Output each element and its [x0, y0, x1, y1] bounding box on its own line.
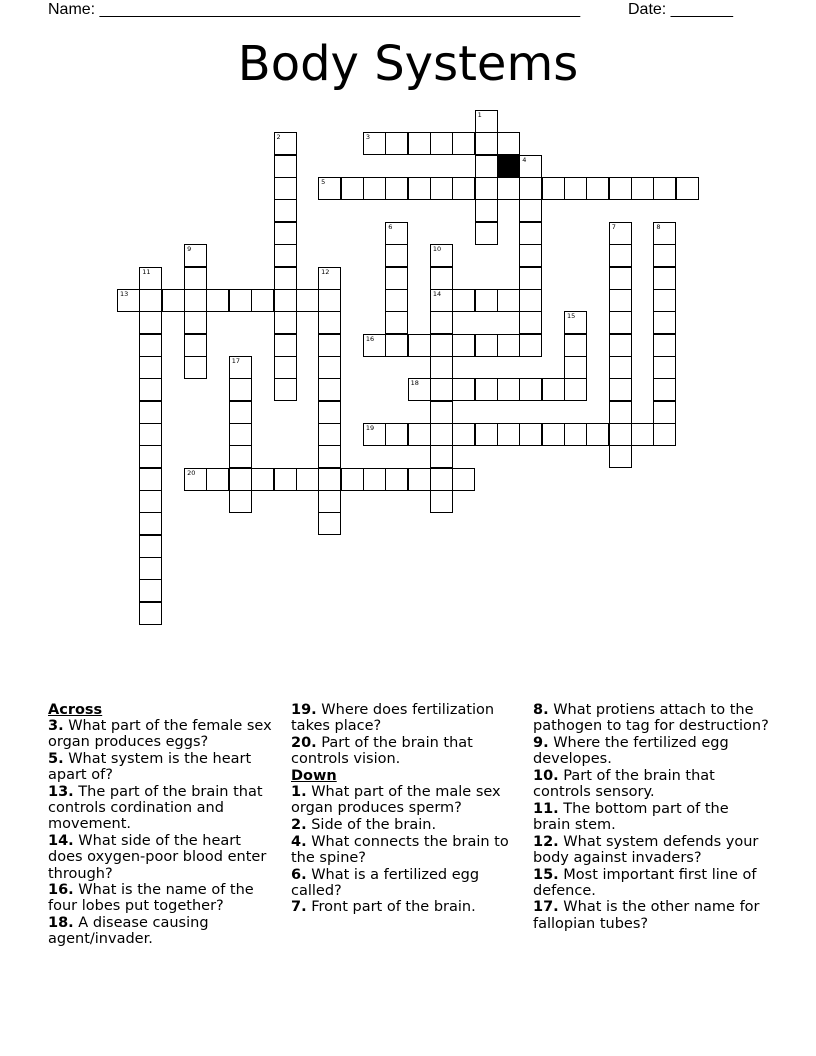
crossword-cell[interactable]: [229, 289, 252, 312]
crossword-cell[interactable]: [274, 289, 297, 312]
crossword-cell[interactable]: [139, 579, 162, 602]
crossword-cell[interactable]: [363, 177, 386, 200]
crossword-cell[interactable]: [519, 267, 542, 290]
crossword-cell[interactable]: [430, 311, 453, 334]
crossword-cell[interactable]: [117, 289, 140, 312]
crossword-cell[interactable]: [475, 110, 498, 133]
crossword-cell[interactable]: [586, 423, 609, 446]
crossword-cell[interactable]: [251, 289, 274, 312]
crossword-cell[interactable]: [184, 468, 207, 491]
crossword-cell[interactable]: [609, 445, 632, 468]
crossword-cell[interactable]: [564, 356, 587, 379]
crossword-cell[interactable]: [609, 378, 632, 401]
clue-across-5: 5. What system is the heart apart of?: [48, 751, 252, 784]
crossword-cell[interactable]: [318, 512, 341, 535]
crossword-cell[interactable]: [139, 311, 162, 334]
crossword-cell[interactable]: [475, 289, 498, 312]
crossword-cell[interactable]: [653, 267, 676, 290]
crossword-cell[interactable]: [139, 557, 162, 580]
crossword-cell[interactable]: [653, 222, 676, 245]
crossword-cell[interactable]: [631, 423, 654, 446]
crossword-cell[interactable]: [430, 132, 453, 155]
crossword-cell[interactable]: [162, 289, 185, 312]
crossword-cell[interactable]: [519, 378, 542, 401]
crossword-cell[interactable]: [184, 289, 207, 312]
crossword-cell[interactable]: [206, 468, 229, 491]
crossword-cell[interactable]: [318, 378, 341, 401]
crossword-cell[interactable]: [653, 244, 676, 267]
crossword-cell[interactable]: [519, 289, 542, 312]
crossword-cell[interactable]: [564, 378, 587, 401]
crossword-cell[interactable]: [229, 490, 252, 513]
crossword-cell[interactable]: [363, 132, 386, 155]
crossword-cell[interactable]: [430, 445, 453, 468]
crossword-cell[interactable]: [318, 401, 341, 424]
crossword-cell[interactable]: [229, 445, 252, 468]
crossword-cell[interactable]: [475, 132, 498, 155]
clue-number: 19: [365, 423, 375, 432]
clue-number: 15: [567, 312, 576, 321]
crossword-cell[interactable]: [229, 378, 252, 401]
clue-number: 13: [120, 289, 129, 298]
crossword-cell[interactable]: [519, 177, 542, 200]
crossword-cell[interactable]: [318, 468, 341, 491]
clue-down-2: 2. Side of the brain.: [291, 816, 437, 833]
crossword-cell[interactable]: [430, 289, 453, 312]
crossword-cell[interactable]: [609, 334, 632, 357]
crossword-cell[interactable]: [363, 334, 386, 357]
clues-column-3: [533, 702, 769, 932]
crossword-cell[interactable]: [430, 334, 453, 357]
crossword-cell[interactable]: [519, 199, 542, 222]
crossword-cell[interactable]: [274, 356, 297, 379]
crossword-cell[interactable]: [363, 468, 386, 491]
crossword-cell[interactable]: [475, 222, 498, 245]
crossword-cell[interactable]: [318, 267, 341, 290]
clue-across-18: 18. A disease causing agent/invader.: [48, 915, 209, 948]
clue-number: 3: [365, 133, 371, 142]
crossword-cell[interactable]: [251, 468, 274, 491]
clue-down-8: 8. What protiens attach to the pathogen to tag for destruction?: [533, 702, 769, 735]
crossword-cell[interactable]: [519, 334, 542, 357]
crossword-cell[interactable]: [609, 222, 632, 245]
crossword-cell[interactable]: [609, 311, 632, 334]
crossword-cell[interactable]: [519, 244, 542, 267]
crossword-black-cell: [497, 155, 520, 178]
clue-down-4: 4. What connects the brain to the spine?: [291, 833, 509, 866]
clue-number: 8: [656, 222, 661, 231]
crossword-cell[interactable]: [139, 490, 162, 513]
crossword-cell[interactable]: [475, 199, 498, 222]
crossword-cell[interactable]: [229, 401, 252, 424]
crossword-cell[interactable]: [139, 267, 162, 290]
crossword-cell[interactable]: [430, 423, 453, 446]
crossword-cell[interactable]: [519, 311, 542, 334]
crossword-cell[interactable]: [408, 334, 431, 357]
crossword-cell[interactable]: [564, 311, 587, 334]
name-field-label: Name: ______________________________________________________: [48, 1, 581, 18]
crossword-cell[interactable]: [184, 356, 207, 379]
crossword-cell[interactable]: [229, 356, 252, 379]
clue-number: 18: [410, 379, 419, 388]
clue-across-3: 3. What part of the female sex organ produces eggs?: [48, 718, 272, 751]
crossword-cell[interactable]: [631, 177, 654, 200]
crossword-cell[interactable]: [318, 423, 341, 446]
clue-number: 10: [432, 245, 442, 254]
crossword-cell[interactable]: [564, 334, 587, 357]
crossword-cell[interactable]: [542, 378, 565, 401]
crossword-cell[interactable]: [363, 423, 386, 446]
crossword-cell[interactable]: [542, 423, 565, 446]
crossword-cell[interactable]: [609, 177, 632, 200]
clue-down-10: 10. Part of the brain that controls sensory.: [533, 767, 715, 801]
across-heading: Across: [48, 702, 103, 718]
clue-across-20: 20. Part of the brain that controls vision.: [291, 734, 473, 768]
crossword-cell[interactable]: [653, 311, 676, 334]
crossword-cell[interactable]: [139, 289, 162, 312]
crossword-cell[interactable]: [408, 177, 431, 200]
crossword-cell[interactable]: [139, 334, 162, 357]
crossword-cell[interactable]: [430, 490, 453, 513]
crossword-cell[interactable]: [385, 244, 408, 267]
crossword-cell[interactable]: [452, 334, 475, 357]
clue-number: 14: [432, 289, 442, 298]
crossword-cell[interactable]: [341, 468, 364, 491]
clue-number: 4: [522, 155, 527, 164]
clue-number: 16: [365, 334, 375, 343]
clue-down-15: 15. Most important first line of defence.: [533, 866, 757, 899]
crossword-cell[interactable]: [139, 356, 162, 379]
crossword-cell[interactable]: [430, 244, 453, 267]
crossword-cell[interactable]: [653, 334, 676, 357]
crossword-cell[interactable]: [274, 378, 297, 401]
crossword-cell[interactable]: [318, 334, 341, 357]
clue-number: 1: [477, 111, 482, 119]
crossword-cell[interactable]: [564, 423, 587, 446]
crossword-cell[interactable]: [385, 267, 408, 290]
crossword-cell[interactable]: [430, 267, 453, 290]
crossword-cell[interactable]: [609, 423, 632, 446]
crossword-cell[interactable]: [519, 222, 542, 245]
date-field-label: Date: _______: [628, 1, 733, 18]
crossword-cell[interactable]: [296, 289, 319, 312]
crossword-cell[interactable]: [274, 132, 297, 155]
crossword-cell[interactable]: [609, 356, 632, 379]
clue-down-7: 7. Front part of the brain.: [291, 899, 476, 916]
crossword-cell[interactable]: [475, 334, 498, 357]
crossword-cell[interactable]: [318, 356, 341, 379]
crossword-cell[interactable]: [274, 199, 297, 222]
crossword-cell[interactable]: [184, 311, 207, 334]
crossword-cell[interactable]: [452, 177, 475, 200]
crossword-cell[interactable]: [653, 356, 676, 379]
crossword-cell[interactable]: [206, 289, 229, 312]
crossword-cell[interactable]: [676, 177, 699, 200]
clue-number: 11: [142, 267, 151, 276]
crossword-cell[interactable]: [274, 244, 297, 267]
crossword-cell[interactable]: [139, 445, 162, 468]
crossword-cell[interactable]: [139, 468, 162, 491]
crossword-cell[interactable]: [497, 378, 520, 401]
crossword-cell[interactable]: [139, 423, 162, 446]
crossword-cell[interactable]: [609, 289, 632, 312]
crossword-cell[interactable]: [274, 334, 297, 357]
crossword-cell[interactable]: [475, 423, 498, 446]
clue-number: 5: [321, 178, 326, 187]
crossword-cell[interactable]: [385, 289, 408, 312]
crossword-cell[interactable]: [274, 311, 297, 334]
crossword-cell[interactable]: [475, 378, 498, 401]
crossword-cell[interactable]: [497, 334, 520, 357]
clue-number: 17: [231, 356, 241, 365]
clue-down-9: 9. Where the fertilized egg developes.: [533, 734, 729, 768]
crossword-cell[interactable]: [318, 177, 341, 200]
clue-number: 7: [611, 222, 616, 231]
clue-across-16: 16. What is the name of the four lobes put together?: [48, 882, 254, 915]
clue-across-14: 14. What side of the heart does oxygen-poor blood enter through?: [48, 833, 267, 882]
crossword-cell[interactable]: [497, 177, 520, 200]
crossword-cell[interactable]: [586, 177, 609, 200]
crossword-cell[interactable]: [542, 177, 565, 200]
crossword-cell[interactable]: [430, 468, 453, 491]
crossword-cell[interactable]: [385, 132, 408, 155]
crossword-cell[interactable]: [385, 423, 408, 446]
crossword-cell[interactable]: [385, 468, 408, 491]
clue-down-12: 12. What system defends your body against invaders?: [533, 833, 759, 866]
crossword-cell[interactable]: [408, 378, 431, 401]
crossword-cell[interactable]: [274, 155, 297, 178]
crossword-cell[interactable]: [139, 512, 162, 535]
clue-down-6: 6. What is a fertilized egg called?: [291, 866, 480, 899]
crossword-cell[interactable]: [408, 132, 431, 155]
crossword-cell[interactable]: [564, 177, 587, 200]
clues-column-1: [48, 702, 280, 948]
clues-column-2: [291, 702, 523, 916]
clue-down-11: 11. The bottom part of the brain stem.: [533, 800, 729, 833]
crossword-cell[interactable]: [475, 155, 498, 178]
crossword-cell[interactable]: [452, 289, 475, 312]
crossword-cell[interactable]: [609, 267, 632, 290]
crossword-cell[interactable]: [296, 468, 319, 491]
clue-down-17: 17. What is the other name for fallopian tubes?: [533, 899, 760, 932]
crossword-cell[interactable]: [274, 177, 297, 200]
crossword-cell[interactable]: [318, 311, 341, 334]
crossword-cell[interactable]: [452, 378, 475, 401]
crossword-cell[interactable]: [430, 401, 453, 424]
crossword-cell[interactable]: [229, 423, 252, 446]
crossword-cell[interactable]: [519, 155, 542, 178]
down-heading: Down: [291, 767, 337, 784]
crossword-cell[interactable]: [408, 468, 431, 491]
crossword-cell[interactable]: [653, 289, 676, 312]
crossword-cell[interactable]: [497, 423, 520, 446]
crossword-cell[interactable]: [653, 423, 676, 446]
crossword-cell[interactable]: [139, 602, 162, 625]
clue-across-13: 13. The part of the brain that controls cordination and movement.: [48, 784, 263, 833]
crossword-cell[interactable]: [497, 132, 520, 155]
crossword-cell[interactable]: [274, 222, 297, 245]
crossword-cell[interactable]: [318, 289, 341, 312]
crossword-cell[interactable]: [385, 177, 408, 200]
crossword-cell[interactable]: [452, 132, 475, 155]
clue-across-19: 19. Where does fertilization takes place?: [291, 702, 495, 735]
clue-number: 6: [388, 222, 393, 231]
crossword-cell[interactable]: [653, 177, 676, 200]
crossword-cell[interactable]: [341, 177, 364, 200]
crossword-cell[interactable]: [385, 311, 408, 334]
crossword-cell[interactable]: [452, 468, 475, 491]
crossword-cell[interactable]: [475, 177, 498, 200]
crossword-cell[interactable]: [184, 244, 207, 267]
clue-number: 20: [187, 468, 196, 477]
crossword-cell[interactable]: [653, 401, 676, 424]
clue-number: 2: [276, 133, 281, 142]
crossword-cell[interactable]: [653, 378, 676, 401]
crossword-cell[interactable]: [139, 401, 162, 424]
clue-down-1: 1. What part of the male sex organ produces sperm?: [291, 784, 501, 817]
crossword-cell[interactable]: [385, 334, 408, 357]
crossword-cell[interactable]: [497, 289, 520, 312]
clue-number: 9: [187, 245, 192, 254]
crossword-cell[interactable]: [274, 468, 297, 491]
crossword-cell[interactable]: [139, 535, 162, 558]
crossword-cell[interactable]: [318, 490, 341, 513]
crossword-cell[interactable]: [318, 445, 341, 468]
crossword-cell[interactable]: [452, 423, 475, 446]
crossword-cell[interactable]: [430, 356, 453, 379]
crossword-cell[interactable]: [274, 267, 297, 290]
crossword-cell[interactable]: [408, 423, 431, 446]
crossword-cell[interactable]: [609, 244, 632, 267]
crossword-cell[interactable]: [184, 334, 207, 357]
page-title: Body Systems: [237, 36, 579, 92]
crossword-cell[interactable]: [385, 222, 408, 245]
crossword-cell[interactable]: [229, 468, 252, 491]
crossword-cell[interactable]: [139, 378, 162, 401]
crossword-cell[interactable]: [430, 378, 453, 401]
crossword-cell[interactable]: [184, 267, 207, 290]
crossword-cell[interactable]: [519, 423, 542, 446]
clue-number: 12: [321, 267, 330, 276]
crossword-cell[interactable]: [609, 401, 632, 424]
crossword-cell[interactable]: [430, 177, 453, 200]
